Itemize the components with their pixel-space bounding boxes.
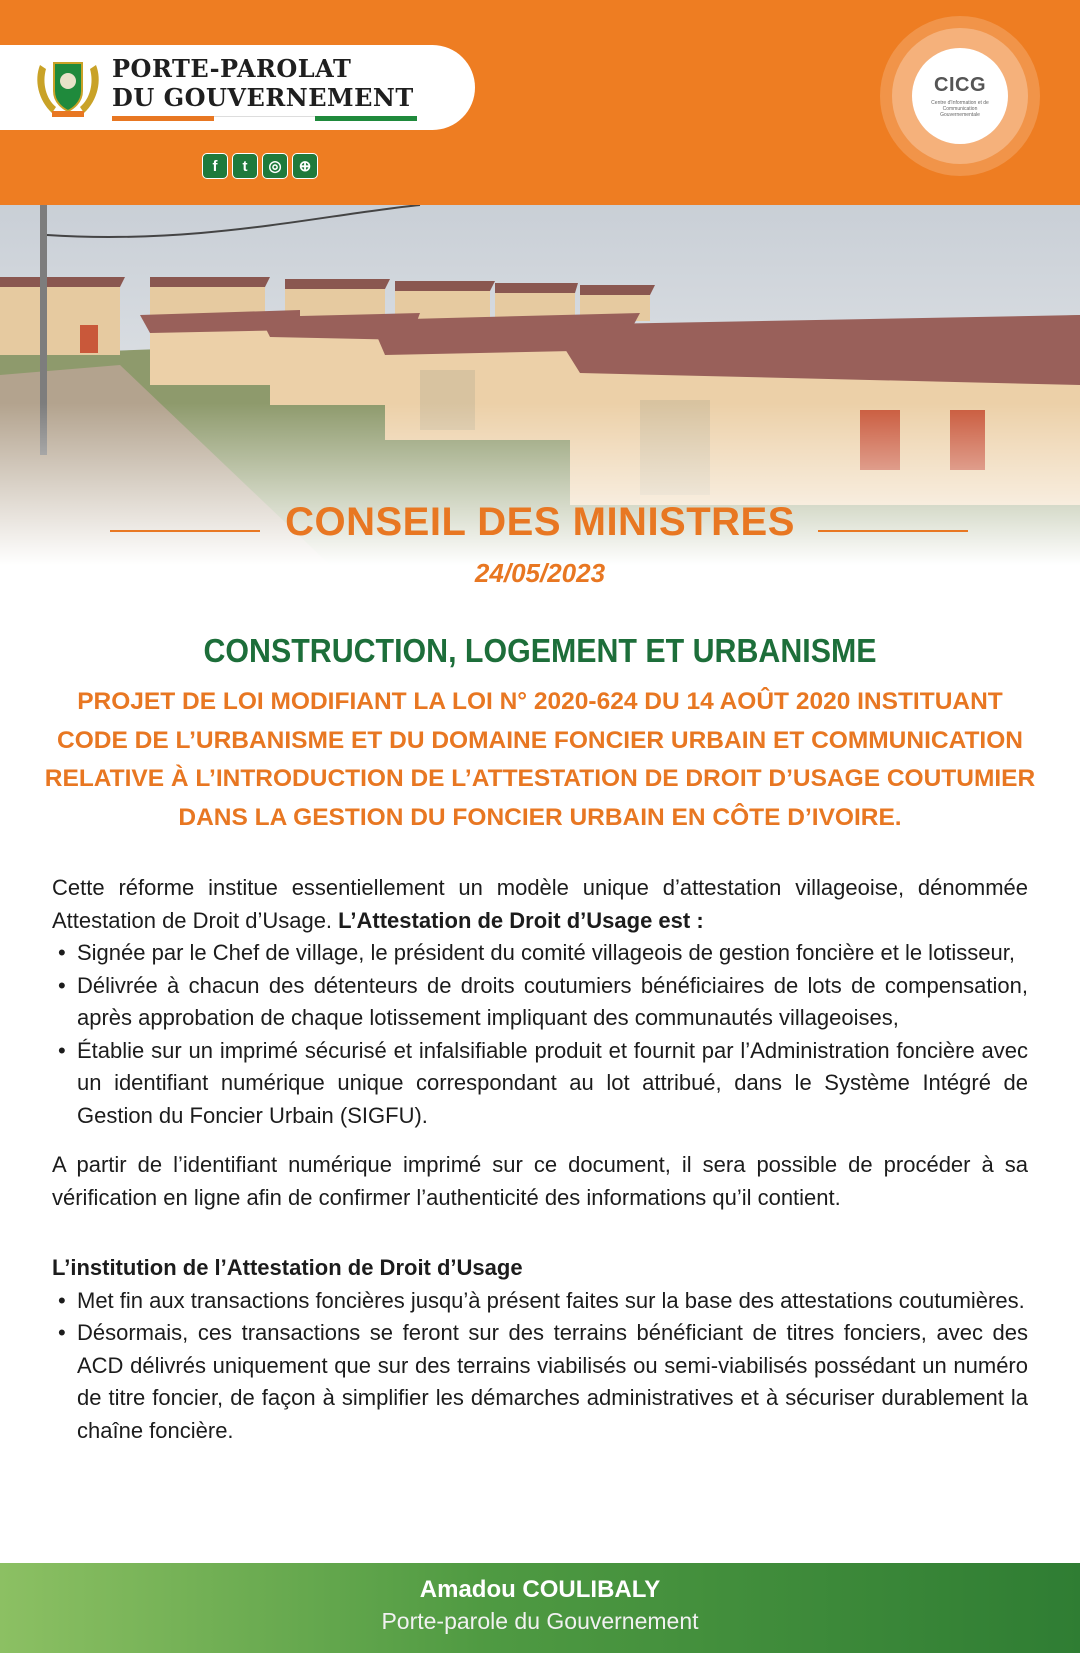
heading-2: L’institution de l’Attestation de Droit d’Usage xyxy=(52,1255,523,1280)
section-title: CONSTRUCTION, LOGEMENT ET URBANISME xyxy=(203,632,877,669)
banner-title: CONSEIL DES MINISTRES xyxy=(285,500,795,544)
coat-of-arms-icon xyxy=(32,55,104,121)
subtitle-line: CODE DE L’URBANISME ET DU DOMAINE FONCIER URBAIN ET COMMUNICATION xyxy=(57,726,1023,754)
title-rule-right xyxy=(818,530,968,532)
title-rule-left xyxy=(110,530,260,532)
subtitle xyxy=(40,683,1040,837)
cicg-logo-subtext: Centre d'Information et de Communication Gouvernementale xyxy=(931,100,989,118)
header-bar xyxy=(0,0,1080,205)
bullet-list-1 xyxy=(52,937,1028,1132)
list-item: • Délivrée à chacun des détenteurs de droits coutumiers bénéficiaires de lots de compensation, après approbation de chaque lotissement impliquant des communautés villageoises, xyxy=(52,970,1028,1035)
subtitle-line: DANS LA GESTION DU FONCIER URBAIN EN CÔTE D’IVOIRE. xyxy=(178,803,902,831)
header-title-line1: PORTE-PAROLAT xyxy=(112,54,352,83)
subtitle-line: RELATIVE À L’INTRODUCTION DE L’ATTESTATION DE DROIT D’USAGE COUTUMIER xyxy=(44,765,1036,792)
header-title-pill xyxy=(0,45,475,130)
flag-white xyxy=(214,116,316,121)
header-title xyxy=(112,54,417,121)
bullet-list-2 xyxy=(52,1285,1028,1448)
intro-paragraph xyxy=(52,872,1028,937)
website-icon[interactable]: ⊕ xyxy=(292,153,318,179)
flag-orange xyxy=(112,116,214,121)
instagram-icon[interactable]: ◎ xyxy=(262,153,288,179)
intro-text: Cette réforme institue essentiellement un modèle unique d’attestation villageoise, dénommée Attestation de Droit d’Usage. xyxy=(52,875,1028,933)
spokesperson-role: Porte-parole du Gouvernement xyxy=(381,1608,699,1634)
cicg-logo-text: CICG xyxy=(934,74,986,96)
twitter-icon[interactable]: t xyxy=(232,153,258,179)
list-item: • Désormais, ces transactions se feront sur des terrains bénéficiant de titres fonciers, avec des ACD délivrés uniquement que sur des terrains viabilisés ou semi-viabilisés possédant un numéro de titre foncier, de façon à simplifier les démarches administratives et à sécuriser durablement la chaîne foncière. xyxy=(52,1317,1028,1447)
cicg-logo-ring xyxy=(880,16,1040,176)
intro-bold: L’Attestation de Droit d’Usage est : xyxy=(338,907,704,933)
flag-stripe xyxy=(112,116,417,121)
paragraph-2: A partir de l’identifiant numérique imprimé sur ce document, il sera possible de procéder à sa vérification en ligne afin de confirmer l’authenticité des informations qu’il contient. xyxy=(52,1152,1028,1210)
list-item: • Signée par le Chef de village, le président du comité villageois de gestion foncière et le lotisseur, xyxy=(52,937,1028,970)
facebook-icon[interactable]: f xyxy=(202,153,228,179)
header-title-line2: DU GOUVERNEMENT xyxy=(112,83,414,112)
spokesperson-name: Amadou COULIBALY xyxy=(419,1576,661,1603)
banner-date: 24/05/2023 xyxy=(474,558,606,588)
subtitle-line: PROJET DE LOI MODIFIANT LA LOI N° 2020-624 DU 14 AOÛT 2020 INSTITUANT xyxy=(77,688,1003,715)
footer-bar xyxy=(0,1563,1080,1653)
list-item: • Établie sur un imprimé sécurisé et infalsifiable produit et fournit par l’Administration foncière avec un identifiant numérique unique correspondant au lot attribué, dans le Système Intégré de Gestion du Foncier Urbain (SIGFU). xyxy=(52,1035,1028,1133)
list-item: • Met fin aux transactions foncières jusqu’à présent faites sur la base des attestations coutumières. xyxy=(52,1285,1028,1318)
flag-green xyxy=(315,116,417,121)
body-text xyxy=(52,872,1028,1447)
social-links xyxy=(202,153,318,179)
cicg-logo xyxy=(912,48,1008,144)
banner-title-wrap xyxy=(0,500,1080,545)
